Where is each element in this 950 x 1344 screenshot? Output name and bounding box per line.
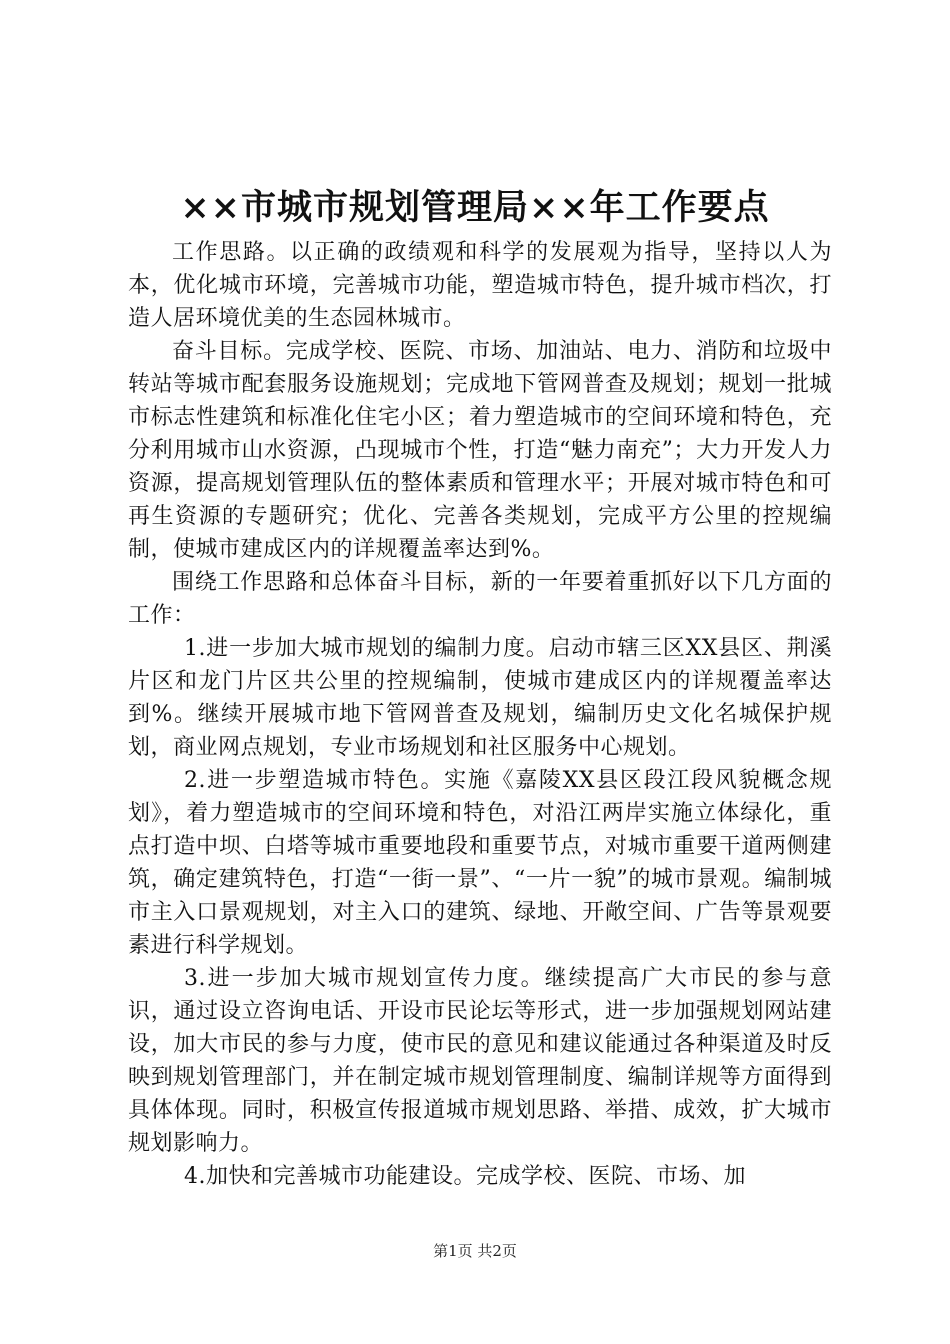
paragraph-goals: 奋斗目标。完成学校、医院、市场、加油站、电力、消防和垃圾中转站等城市配套服务设施规划；完成地下管网普查及规划；规划一批城市标志性建筑和标准化住宅小区；着力塑造城市的空间环境和特色，充分利用城市山水资源，凸现城市个性，打造“魅力南充”；大力开发人力资源，提高规划管理队伍的整体素质和管理水平；开展对城市特色和可再生资源的专题研究；优化、完善各类规划，完成平方公里的控规编制，使城市建成区内的详规覆盖率达到%。	[128, 339, 832, 562]
paragraph-work-approach: 工作思路。以正确的政绩观和科学的发展观为指导，坚持以人为本，优化城市环境，完善城市功能，塑造城市特色，提升城市档次，打造人居环境优美的生态园林城市。	[128, 240, 832, 331]
document-title: ××市城市规划管理局××年工作要点	[180, 187, 770, 228]
page-footer: 第1页 共2页	[433, 1242, 517, 1260]
paragraph-intro: 围绕工作思路和总体奋斗目标，新的一年要着重抓好以下几方面的工作：	[128, 570, 832, 628]
paragraph-item-2: 2.进一步塑造城市特色。实施《嘉陵XX县区段江段风貌概念规划》，着力塑造城市的空间环境和特色，对沿江两岸实施立体绿化，重点打造中坝、白塔等城市重要地段和重要节点，对城市重要干道两侧建筑，确定建筑特色，打造“一街一景”、“一片一貌”的城市景观。编制城市主入口景观规划，对主入口的建筑、绿地、开敞空间、广告等景观要素进行科学规划。	[128, 768, 832, 958]
document-body	[128, 236, 832, 1193]
paragraph-item-4: 4.加快和完善城市功能建设。完成学校、医院、市场、加	[184, 1164, 746, 1189]
paragraph-item-1: 1.进一步加大城市规划的编制力度。启动市辖三区XX县区、荆溪片区和龙门片区共公里的控规编制，使城市建成区内的详规覆盖率达到%。继续开展城市地下管网普查及规划，编制历史文化名城保护规划，商业网点规划，专业市场规划和社区服务中心规划。	[128, 636, 832, 760]
paragraph-item-3: 3.进一步加大城市规划宣传力度。继续提高广大市民的参与意识，通过设立咨询电话、开设市民论坛等形式，进一步加强规划网站建设，加大市民的参与力度，使市民的意见和建议能通过各种渠道及时反映到规划管理部门，并在制定城市规划管理制度、编制详规等方面得到具体体现。同时，积极宣传报道城市规划思路、举措、成效，扩大城市规划影响力。	[128, 966, 832, 1156]
